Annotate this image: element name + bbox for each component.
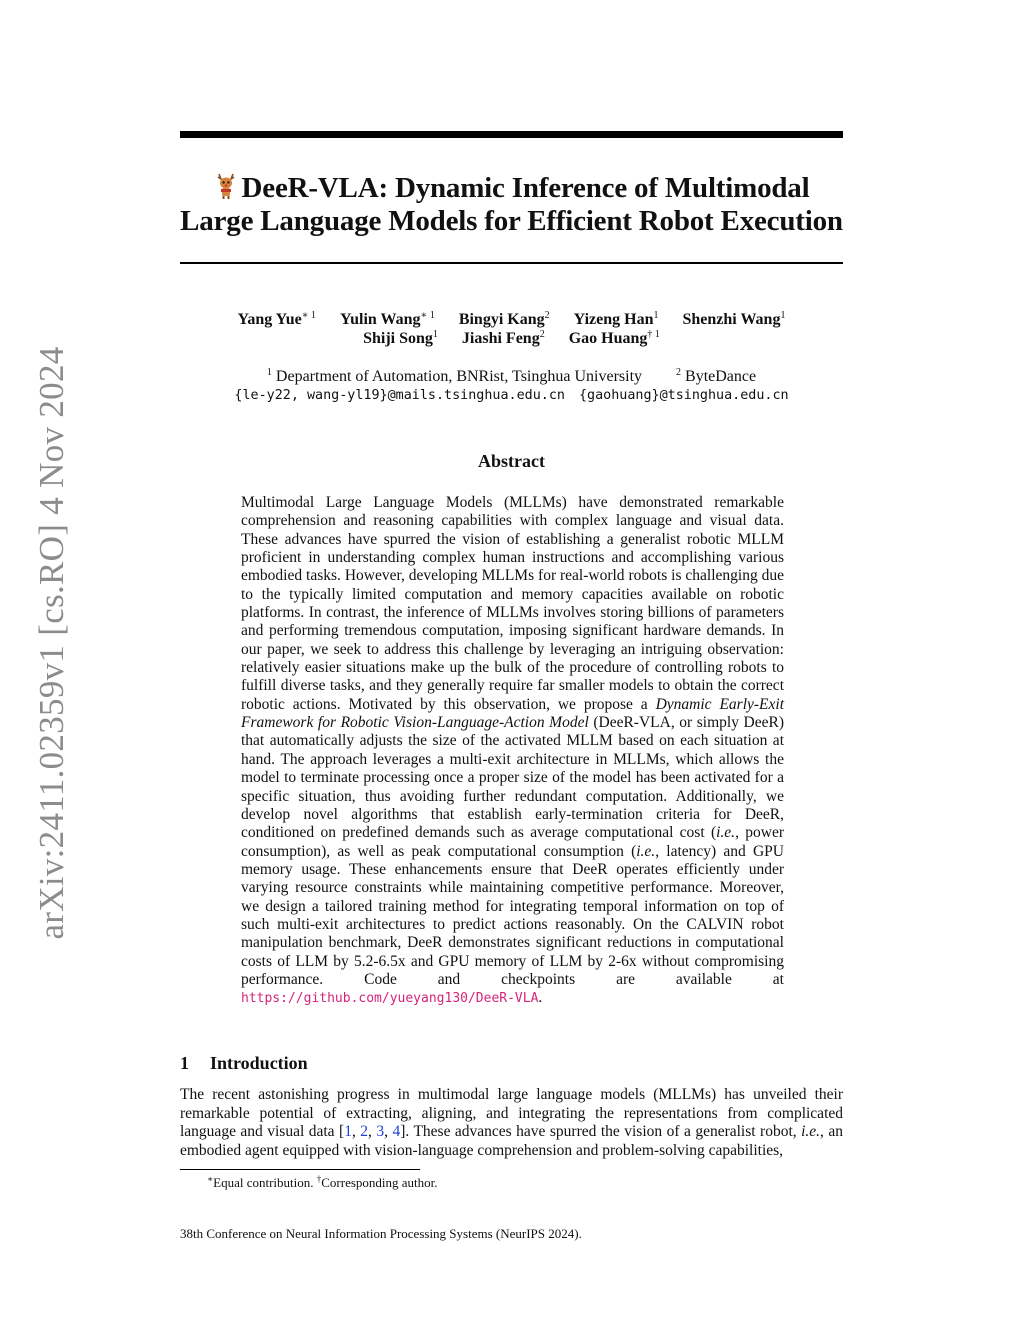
- title-line-2: Large Language Models for Efficient Robot Execution: [180, 205, 843, 237]
- email-address: {le-y22, wang-yl19}@mails.tsinghua.edu.cn: [234, 388, 565, 403]
- intro-paragraph: The recent astonishing progress in multimodal large language models (MLLMs) has unveiled their remarkable potential of extracting, aligning, and integrating the representations from complicated language and visual data [1, 2, 3, 4]. These advances have spurred the vision of a generalist robot, i.e., an embodied agent equipped with vision-language comprehension and problem-solving capabilities,: [180, 1086, 844, 1159]
- author: Gao Huang$^{\dagger 1}$: [568, 329, 660, 347]
- title-bottom-rule: [180, 262, 843, 264]
- email-address: {gaohuang}@tsinghua.edu.cn: [578, 388, 789, 403]
- footnote: ∗Equal contribution. †Corresponding author.: [207, 1174, 438, 1190]
- affiliation: Department of Automation, BNRist, Tsinghua University: [275, 368, 643, 385]
- emails: [180, 386, 843, 405]
- deer-icon: [214, 172, 238, 200]
- author: Yulin Wang$^{∗ 1}$: [340, 310, 435, 328]
- section-heading: 1 Introduction: [180, 1053, 308, 1073]
- author: Shenzhi Wang$^1$: [682, 310, 786, 328]
- author: Shiji Song$^1$: [363, 329, 438, 347]
- abstract-heading: Abstract: [478, 451, 545, 471]
- author: Jiashi Feng$^2$: [461, 329, 545, 347]
- author: Bingyi Kang$^2$: [458, 310, 550, 328]
- citation-link[interactable]: 2: [360, 1123, 369, 1141]
- author-list: [180, 310, 843, 348]
- author: Yang Yue$^{∗ 1}$: [237, 310, 317, 328]
- framework-name: Dynamic Early-Exit Framework for Robotic Vision-Language-Action Model: [241, 695, 785, 732]
- footnote-rule: [180, 1169, 420, 1170]
- paper-title: [180, 172, 843, 238]
- affiliations: $^1$ Department of Automation, BNRist, Tsinghua University $^2$ ByteDance: [266, 367, 757, 385]
- code-link[interactable]: https://github.com/yueyang130/DeeR-VLA: [241, 991, 539, 1007]
- affiliation: ByteDance: [685, 368, 757, 385]
- abstract-body: Multimodal Large Language Models (MLLMs) have demonstrated remarkable comprehension and reasoning capabilities with complex language and visual data. These advances have spurred the vision of establishing a generalist robotic MLLM proficient in understanding complex human instructions and accomplishing various embodied tasks. However, developing MLLMs for real-world robots is challenging due to the typically limited computation and memory capacities available on robotic platforms. In contrast, the inference of MLLMs involves storing billions of parameters and performing tremendous computation, imposing significant hardware demands. In our paper, we seek to address this challenge by leveraging an intriguing observation: relatively easier situations make up the bulk of the procedure of controlling robots to fulfill diverse tasks, and they generally require far smaller models to obtain the correct robotic actions. Motivated by this observation, we propose a Dynamic Early-Exit Framework for Robotic Vision-Language-Action Model (DeeR-VLA, or simply DeeR) that automatically adjusts the size of the activated MLLM based on each situation at hand. The approach leverages a multi-exit architecture in MLLMs, which allows the model to terminate processing once a proper size of the model has been activated for a specific situation, thus avoiding further redundant computation. Additionally, we develop novel algorithms that establish early-termination criteria for DeeR, conditioned on predefined demands such as average computational cost (i.e., power consumption), as well as peak computational consumption (i.e., latency) and GPU memory usage. These enhancements ensure that DeeR operates efficiently under varying resource constraints while maintaining competitive performance. Moreover, we design a tailored training method for integrating temporal information on top of such multi-exit architectures to predict actions reasonably. On the CALVIN robot manipulation benchmark, DeeR demonstrates significant reductions in computational costs of LLM by 5.2-6.5x and GPU memory of LLM by 2-6x without compromising performance. Code and checkpoints are available at https://github.com/yueyang130/DeeR-VLA.: [241, 494, 785, 1007]
- citation-link[interactable]: 3: [376, 1123, 385, 1141]
- arxiv-stamp: arXiv:2411.02359v1 [cs.RO] 4 Nov 2024: [32, 346, 71, 940]
- citation-link[interactable]: 1: [344, 1123, 352, 1141]
- author: Yizeng Han$^1$: [573, 310, 659, 328]
- conference-note: 38th Conference on Neural Information Processing Systems (NeurIPS 2024).: [180, 1226, 582, 1241]
- title-top-rule: [180, 131, 843, 138]
- title-line-1: DeeR-VLA: Dynamic Inference of Multimodal: [241, 172, 810, 204]
- citation-link[interactable]: 4: [392, 1123, 401, 1141]
